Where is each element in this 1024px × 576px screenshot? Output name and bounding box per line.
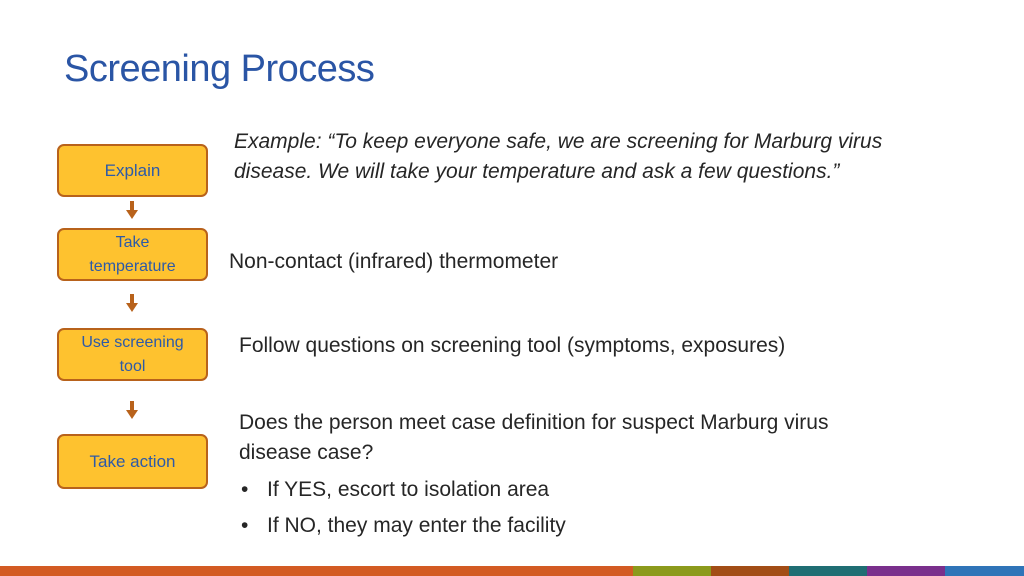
step-temperature-label: Take temperature [89, 233, 176, 275]
page-title: Screening Process [64, 48, 375, 90]
step-take-action-label: Take action [89, 451, 176, 471]
footer-segment [789, 566, 867, 576]
action-bullet-list [239, 472, 879, 544]
bullet-icon: • [241, 478, 249, 501]
down-arrow-icon [126, 401, 138, 419]
step-explain-label: Explain [104, 160, 161, 180]
down-arrow-icon [126, 294, 138, 312]
action-bullet-yes [239, 472, 879, 508]
step-take-action-box [57, 434, 208, 489]
footer-segment [633, 566, 711, 576]
step-screening-tool-box [57, 328, 208, 381]
action-bullet-no-text: If NO, they may enter the facility [267, 514, 566, 537]
temperature-description: Non-contact (infrared) thermometer [229, 250, 559, 273]
footer-segment [945, 566, 1024, 576]
step-temperature-box [57, 228, 208, 281]
action-bullet-no [239, 508, 879, 544]
bullet-icon: • [241, 514, 249, 537]
step-screening-tool-label: Use screening tool [81, 333, 184, 375]
action-bullet-yes-text: If YES, escort to isolation area [267, 478, 550, 501]
step-explain-box [57, 144, 208, 197]
screening-tool-description: Follow questions on screening tool (symptoms, exposures) [239, 334, 786, 357]
footer-segment [867, 566, 945, 576]
footer-segment [711, 566, 789, 576]
down-arrow-icon [126, 201, 138, 219]
footer-color-bar [0, 566, 1024, 576]
explain-example-text: Example: “To keep everyone safe, we are screening for Marburg virus disease. We will take your temperature and ask a few questions.” [234, 130, 883, 183]
action-question: Does the person meet case definition for suspect Marburg virus disease case? [239, 411, 829, 464]
footer-segment [0, 566, 633, 576]
